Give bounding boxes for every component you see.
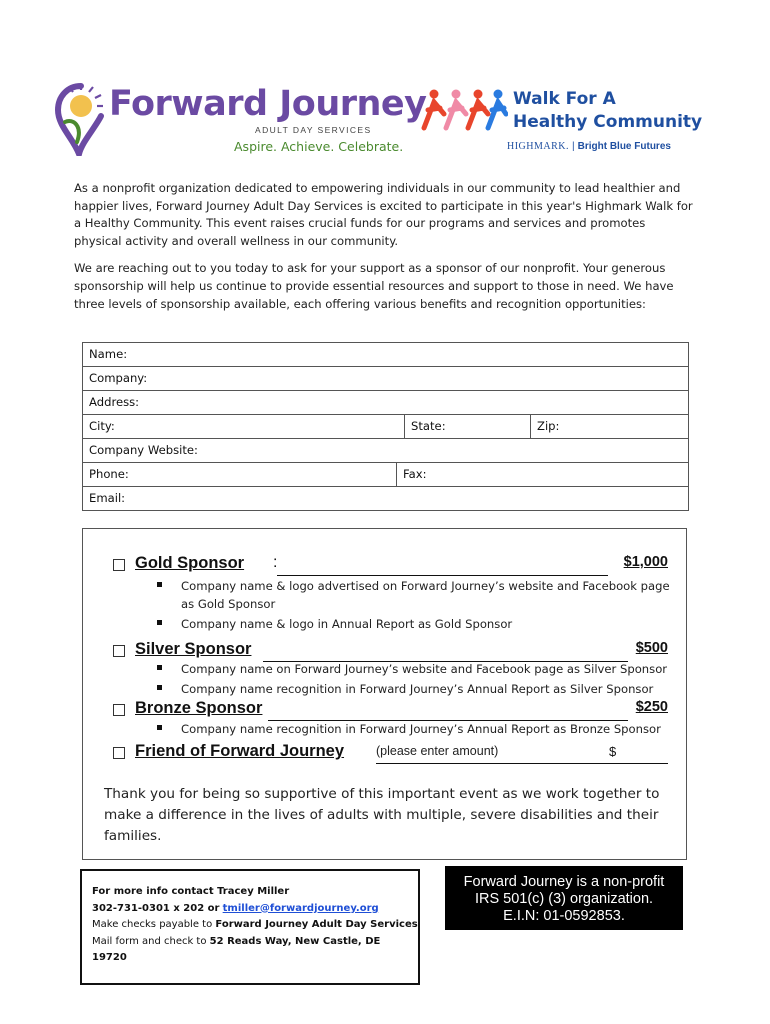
contact-info-box [80, 869, 420, 985]
nonprofit-line-3: E.I.N: 01-0592853. [503, 908, 625, 924]
list-item: Company name recognition in Forward Journey’s Annual Report as Bronze Sponsor [181, 720, 681, 738]
bronze-benefits [181, 720, 681, 740]
logo-title: Forward Journey [109, 84, 427, 124]
highmark-brand: HIGHMARK. [507, 141, 569, 152]
checks-payee: Forward Journey Adult Day Services [215, 919, 418, 931]
thank-you-text: Thank you for being so supportive of this important event as we work together to make a difference in the lives of adults with multiple, severe disabilities and their families. [104, 786, 660, 844]
friend-name: Friend of Forward Journey [135, 742, 345, 760]
walk-title-line1: Walk For A [513, 89, 616, 109]
state-field[interactable] [404, 415, 530, 438]
bullet-icon [157, 685, 162, 690]
mail-prefix: Mail form and check to [92, 935, 207, 947]
form-row-company [83, 367, 688, 391]
city-field[interactable] [83, 415, 404, 438]
mail-line [92, 934, 418, 967]
company-label: Company: [89, 371, 148, 385]
form-row-phone-fax [83, 463, 688, 487]
name-field[interactable] [83, 343, 688, 366]
state-label: State: [411, 419, 446, 433]
checks-prefix: Make checks payable to [92, 919, 213, 931]
silver-name: Silver Sponsor [135, 640, 252, 658]
walk-healthy-community-logo [420, 86, 710, 158]
intro-text [74, 180, 696, 323]
people-walking-icon [420, 88, 508, 132]
form-row-website [83, 439, 688, 463]
list-item: Company name & logo advertised on Forward Journey’s website and Facebook page as Gold Sponsor [181, 577, 681, 613]
nonprofit-line-1: Forward Journey is a non-profit [463, 874, 665, 890]
bullet-icon [157, 620, 162, 625]
separator: | [572, 141, 575, 152]
gold-fill-line [277, 575, 608, 576]
friend-amount-line[interactable] [376, 763, 668, 764]
zip-field[interactable] [530, 415, 688, 438]
form-row-city-state-zip [83, 415, 688, 439]
zip-label: Zip: [537, 419, 560, 433]
website-label: Company Website: [89, 443, 198, 457]
email-label: Email: [89, 491, 126, 505]
logo-tagline: Aspire. Achieve. Celebrate. [234, 139, 404, 154]
form-row-address [83, 391, 688, 415]
phone-label: Phone: [89, 467, 129, 481]
email-field[interactable] [83, 487, 688, 510]
bronze-price: $250 [635, 699, 668, 715]
company-field[interactable] [83, 367, 688, 390]
city-label: City: [89, 419, 115, 433]
nonprofit-line-2: IRS 501(c) (3) organization. [474, 891, 654, 907]
silver-benefits [181, 660, 681, 700]
name-label: Name: [89, 347, 128, 361]
contact-phone: 302-731-0301 x 202 or [92, 902, 220, 914]
map-pin-icon [55, 82, 107, 156]
gold-name: Gold Sponsor [135, 554, 245, 572]
forward-journey-logo [55, 82, 427, 160]
bullet-icon [157, 582, 162, 587]
friend-checkbox[interactable] [113, 747, 125, 759]
gold-price: $1,000 [623, 554, 668, 570]
intro-paragraph-1: As a nonprofit organization dedicated to empowering individuals in our community to lead healthier and happier lives, Forward Journey Adult Day Services is excited to participate in this year's Highmark Walk for a Healthy Community. This event raises crucial funds for our programs and services and promotes physical activity and overall wellness in our community. [74, 181, 693, 248]
phone-field[interactable] [83, 463, 396, 486]
logo-subtitle: ADULT DAY SERVICES [255, 125, 372, 135]
friend-hint: (please enter amount) [376, 744, 499, 758]
website-field[interactable] [83, 439, 688, 462]
list-item: Company name recognition in Forward Journey’s Annual Report as Silver Sponsor [181, 680, 681, 698]
fax-field[interactable] [396, 463, 688, 486]
tier-friend [113, 742, 668, 764]
fax-label: Fax: [403, 467, 427, 481]
bullet-icon [157, 665, 162, 670]
walk-title-line2: Healthy Community [513, 112, 703, 132]
list-item: Company name on Forward Journey’s website and Facebook page as Silver Sponsor [181, 660, 681, 678]
address-field[interactable] [83, 391, 688, 414]
address-label: Address: [89, 395, 140, 409]
form-row-name [83, 343, 688, 367]
highmark-line [507, 141, 671, 152]
nonprofit-notice [445, 866, 683, 930]
bronze-checkbox[interactable] [113, 704, 125, 716]
contact-phone-line [92, 901, 418, 918]
gold-colon: : [273, 554, 278, 571]
intro-paragraph-2: We are reaching out to you today to ask for your support as a sponsor of our nonprofit. Your generous sponsorship will help us continue to provide essential resources and support to those in need. We have three levels of sponsorship available, each offering various benefits and recognition opportunities: [74, 261, 674, 311]
tier-bronze [113, 699, 668, 721]
contact-heading: For more info contact Tracey Miller [92, 886, 290, 897]
silver-price: $500 [635, 640, 668, 656]
tier-gold [113, 554, 668, 576]
sponsor-contact-form [82, 342, 689, 511]
form-row-email [83, 487, 688, 510]
gold-benefits [181, 577, 681, 635]
highmark-tagline: Bright Blue Futures [577, 141, 671, 152]
contact-email-link[interactable]: tmiller@forwardjourney.org [222, 902, 379, 914]
mail-address: 52 Reads Way, New Castle, DE 19720 [92, 935, 381, 964]
bronze-name: Bronze Sponsor [135, 699, 263, 717]
tier-silver [113, 640, 668, 662]
list-item: Company name & logo in Annual Report as Gold Sponsor [181, 615, 681, 633]
friend-dollar: $ [609, 744, 617, 759]
bullet-icon [157, 725, 162, 730]
silver-checkbox[interactable] [113, 645, 125, 657]
checks-line [92, 917, 418, 934]
gold-checkbox[interactable] [113, 559, 125, 571]
